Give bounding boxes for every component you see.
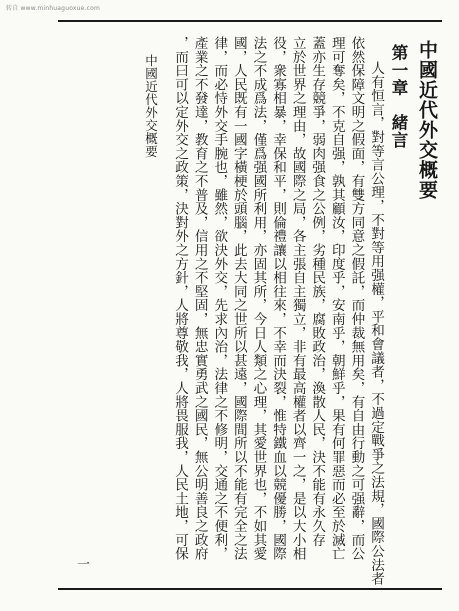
running-head: 中國近代外交概要 [143,54,159,158]
body-line: 人有恒言，對等言公理，不對等用强權，平和會議者，不過定戰爭之法規，國際公法者 [368,61,384,586]
chapter-heading: 第一章 緒言 [389,44,408,149]
scan-watermark: 转自 www.minhuaguoxue.com [6,5,101,12]
body-line: 律，而必恃外交手腕也，雖然，欲決外交，先求內治，法律之不修明，交通之不便利， [211,36,228,561]
body-line: 依然保障文明之假面，有雙方同意之假託，而仲裁無用矣，有自由行動之可强辭，而公 [348,36,365,561]
body-line: 產業之不發達，教育之不普及，信用之不堅固，無忠實勇武之國民，無公明善良之政府 [191,36,208,561]
book-title: 中國近代外交概要 [416,40,438,200]
body-line: ，而曰可以定外交之政策，決對外之方針，人將尊敬我，人將畏服我，人民土地，可保 [172,36,189,561]
text-columns [58,30,442,586]
book-page [58,20,442,590]
page-number: 一 [74,557,89,570]
body-line: 立於世界之理由，故國際之局，各主張自主獨立，非有最高權者以齊一之，是以大小相 [289,36,306,561]
top-rule [58,20,442,22]
body-line: 役，衆寡相暴，幸保和平，則倫禮讓以相往來，不幸而決裂，惟特鐵血以競優勝，國際 [270,36,287,561]
body-line: 國，人民既有一國字橫梗於頭腦，此去大同之世所以甚遠，國際間所以不能有完全之法 [230,36,247,561]
body-line: 理可奪矣，不克自强，孰其顧汝，印度乎，安南乎，朝鮮乎，果有何罪惡而必至於滅亡 [328,36,345,561]
body-line: 蓋亦生存競爭，弱肉强食之公例，劣種民族，腐敗政治，渙散人民，決不能有永久存 [309,36,326,547]
body-line: 法之不成爲法，僅爲强國所利用，亦固其所，今日人類之心理，其愛世界也，不如其愛 [250,36,267,561]
column-gap [159,30,169,580]
